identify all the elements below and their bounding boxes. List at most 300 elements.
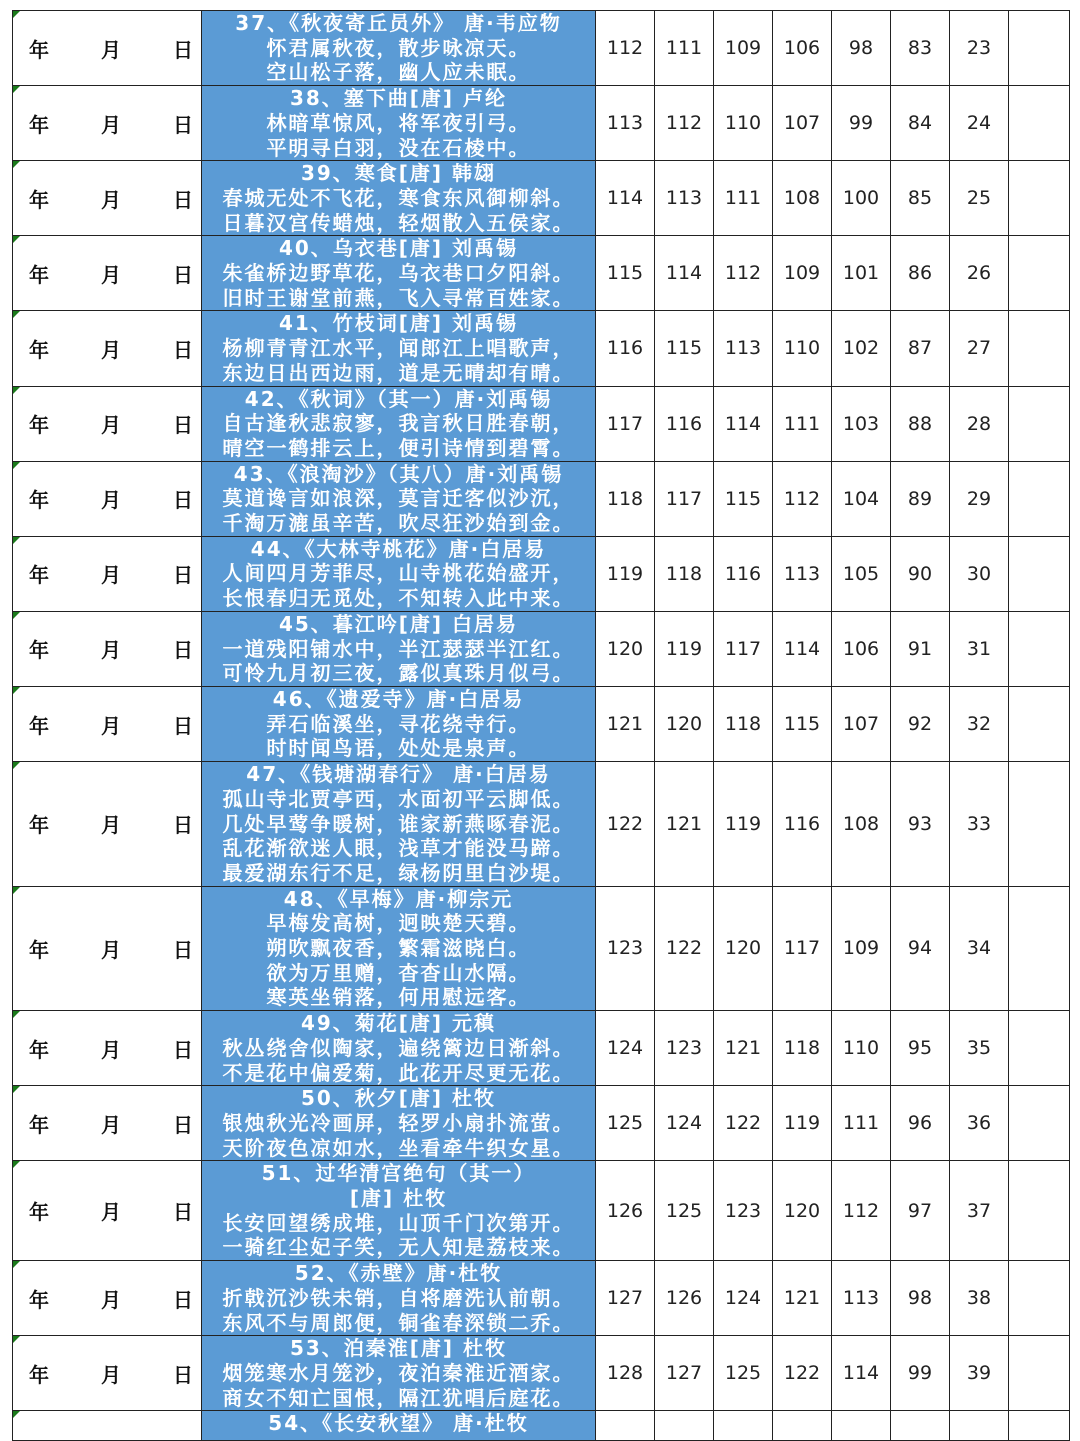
count-cell[interactable]: 120 xyxy=(714,886,773,1011)
count-cell[interactable]: 33 xyxy=(950,762,1009,887)
count-cell[interactable]: 85 xyxy=(891,161,950,236)
count-cell[interactable]: 92 xyxy=(891,686,950,761)
poem-line: 银烛秋光冷画屏，轻罗小扇扑流萤。 xyxy=(222,1110,575,1135)
count-cell[interactable]: 124 xyxy=(655,1086,714,1161)
year-label: 年 xyxy=(29,337,49,362)
count-cell[interactable]: 116 xyxy=(714,536,773,611)
poem-line: 不是花中偏爱菊，此花开尽更无花。 xyxy=(222,1060,575,1085)
poem-cell xyxy=(202,762,596,887)
count-cell[interactable]: 35 xyxy=(950,1011,1009,1086)
count-cell[interactable]: 115 xyxy=(655,311,714,386)
count-cell[interactable]: 114 xyxy=(832,1336,891,1411)
date-cell[interactable] xyxy=(13,611,202,686)
year-label: 年 xyxy=(29,262,49,287)
table-row xyxy=(13,1086,1070,1161)
poem-line: 晴空一鹤排云上，便引诗情到碧霄。 xyxy=(222,435,575,460)
poem-title: 52、《赤壁》唐·杜牧 xyxy=(294,1261,503,1286)
year-label: 年 xyxy=(29,1362,49,1387)
count-cell[interactable]: 109 xyxy=(714,11,773,86)
count-cell[interactable]: 125 xyxy=(655,1161,714,1261)
month-label: 月 xyxy=(101,488,121,513)
count-cell[interactable]: 113 xyxy=(773,536,832,611)
poem-title: 44、《大林寺桃花》唐·白居易 xyxy=(250,536,547,561)
day-label: 日 xyxy=(173,337,193,362)
count-cell[interactable]: 126 xyxy=(596,1161,655,1261)
poem-cell xyxy=(202,461,596,536)
count-cell[interactable]: 114 xyxy=(655,236,714,311)
count-cell[interactable]: 125 xyxy=(714,1336,773,1411)
day-label: 日 xyxy=(173,937,193,962)
month-label: 月 xyxy=(101,813,121,838)
day-label: 日 xyxy=(173,638,193,663)
count-cell[interactable]: 126 xyxy=(655,1261,714,1336)
day-label: 日 xyxy=(173,37,193,62)
month-label: 月 xyxy=(101,187,121,212)
count-cell[interactable]: 24 xyxy=(950,86,1009,161)
poem-cell xyxy=(202,536,596,611)
count-cell[interactable]: 116 xyxy=(773,762,832,887)
table-row xyxy=(13,536,1070,611)
year-label: 年 xyxy=(29,112,49,137)
check-cell[interactable] xyxy=(1009,311,1070,386)
poem-title: 45、暮江吟[唐] 白居易 xyxy=(278,611,519,636)
count-cell[interactable]: 112 xyxy=(773,461,832,536)
count-cell[interactable]: 112 xyxy=(714,236,773,311)
day-label: 日 xyxy=(173,413,193,438)
poem-line: 弄石临溪坐，寻花绕寺行。 xyxy=(266,711,531,736)
month-label: 月 xyxy=(101,1287,121,1312)
count-cell[interactable]: 100 xyxy=(832,161,891,236)
count-cell[interactable]: 120 xyxy=(773,1161,832,1261)
poem-line: 寒英坐销落，何用慰远客。 xyxy=(266,985,531,1010)
check-cell[interactable] xyxy=(1009,11,1070,86)
date-cell[interactable] xyxy=(13,311,202,386)
count-cell[interactable]: 113 xyxy=(714,311,773,386)
count-cell[interactable]: 122 xyxy=(655,886,714,1011)
poem-line: 长恨春归无觅处，不知转入此中来。 xyxy=(222,586,575,611)
count-cell[interactable]: 87 xyxy=(891,311,950,386)
poem-title: 39、寒食[唐] 韩翃 xyxy=(300,161,497,186)
month-label: 月 xyxy=(101,37,121,62)
count-cell[interactable]: 90 xyxy=(891,536,950,611)
poem-line: 折戟沉沙铁未销，自将磨洗认前朝。 xyxy=(222,1285,575,1310)
poem-cell xyxy=(202,1336,596,1411)
poem-cell xyxy=(202,1161,596,1261)
count-cell[interactable]: 32 xyxy=(950,686,1009,761)
count-cell[interactable]: 124 xyxy=(714,1261,773,1336)
poem-line: 商女不知亡国恨，隔江犹唱后庭花。 xyxy=(222,1385,575,1410)
table-row xyxy=(13,86,1070,161)
check-cell[interactable] xyxy=(1009,686,1070,761)
count-cell[interactable]: 115 xyxy=(596,236,655,311)
check-cell[interactable] xyxy=(1009,161,1070,236)
count-cell[interactable]: 36 xyxy=(950,1086,1009,1161)
date-labels xyxy=(13,1196,201,1225)
poem-cell xyxy=(202,86,596,161)
poem-line: 空山松子落，幽人应未眠。 xyxy=(266,60,531,85)
date-labels xyxy=(13,634,201,663)
count-cell[interactable]: 116 xyxy=(655,386,714,461)
date-labels xyxy=(13,1109,201,1138)
poem-line: 杨柳青青江水平，闻郎江上唱歌声， xyxy=(222,336,575,361)
poem-line: 几处早莺争暖树，谁家新燕啄春泥。 xyxy=(222,811,575,836)
count-cell[interactable]: 107 xyxy=(773,86,832,161)
check-cell[interactable] xyxy=(1009,86,1070,161)
day-label: 日 xyxy=(173,1037,193,1062)
poem-line: 莫道谗言如浪深，莫言迁客似沙沉， xyxy=(222,486,575,511)
count-cell[interactable]: 121 xyxy=(714,1011,773,1086)
count-cell[interactable]: 93 xyxy=(891,762,950,887)
poem-title: 46、《遗爱寺》唐·白居易 xyxy=(272,686,525,711)
poem-line: 朔吹飘夜香，繁霜滋晓白。 xyxy=(266,936,531,961)
count-cell[interactable]: 123 xyxy=(655,1011,714,1086)
poem-line: 东风不与周郎便，铜雀春深锁二乔。 xyxy=(222,1310,575,1335)
check-cell[interactable] xyxy=(1009,386,1070,461)
count-cell[interactable]: 96 xyxy=(891,1086,950,1161)
count-cell[interactable]: 39 xyxy=(950,1336,1009,1411)
date-cell[interactable] xyxy=(13,1161,202,1261)
year-label: 年 xyxy=(29,563,49,588)
month-label: 月 xyxy=(101,1200,121,1225)
check-cell[interactable] xyxy=(1009,1411,1070,1441)
count-cell[interactable]: 94 xyxy=(891,886,950,1011)
count-cell[interactable]: 31 xyxy=(950,611,1009,686)
poem-line: 人间四月芳菲尽，山寺桃花始盛开， xyxy=(222,561,575,586)
count-cell[interactable]: 109 xyxy=(773,236,832,311)
year-label: 年 xyxy=(29,713,49,738)
count-cell[interactable]: 99 xyxy=(891,1336,950,1411)
check-cell[interactable] xyxy=(1009,886,1070,1011)
count-cell[interactable]: 119 xyxy=(714,762,773,887)
count-cell[interactable]: 114 xyxy=(714,386,773,461)
check-cell[interactable] xyxy=(1009,1261,1070,1336)
month-label: 月 xyxy=(101,638,121,663)
poem-line: 自古逢秋悲寂寥，我言秋日胜春朝， xyxy=(222,411,575,436)
poem-line: 秋丛绕舍似陶家，遍绕篱边日渐斜。 xyxy=(222,1035,575,1060)
date-labels xyxy=(13,109,201,138)
month-label: 月 xyxy=(101,112,121,137)
poem-cell xyxy=(202,886,596,1011)
month-label: 月 xyxy=(101,1112,121,1137)
table-row xyxy=(13,1336,1070,1411)
poem-title: 51、过华清宫绝句（其一） xyxy=(261,1161,536,1186)
day-label: 日 xyxy=(173,1362,193,1387)
count-cell[interactable]: 30 xyxy=(950,536,1009,611)
count-cell[interactable]: 114 xyxy=(773,611,832,686)
check-cell[interactable] xyxy=(1009,236,1070,311)
poem-line: 乱花渐欲迷人眼，浅草才能没马蹄。 xyxy=(222,836,575,861)
date-cell[interactable] xyxy=(13,161,202,236)
count-cell[interactable]: 106 xyxy=(773,11,832,86)
count-cell[interactable]: 121 xyxy=(655,762,714,887)
month-label: 月 xyxy=(101,337,121,362)
count-cell[interactable]: 123 xyxy=(596,886,655,1011)
table-row xyxy=(13,236,1070,311)
count-cell[interactable]: 113 xyxy=(596,86,655,161)
day-label: 日 xyxy=(173,1200,193,1225)
count-cell[interactable]: 111 xyxy=(714,161,773,236)
day-label: 日 xyxy=(173,563,193,588)
table-row xyxy=(13,686,1070,761)
date-cell[interactable] xyxy=(13,86,202,161)
poem-title: 38、塞下曲[唐] 卢纶 xyxy=(289,86,508,111)
year-label: 年 xyxy=(29,1287,49,1312)
count-cell[interactable]: 122 xyxy=(714,1086,773,1161)
table-row xyxy=(13,611,1070,686)
count-cell[interactable]: 121 xyxy=(773,1261,832,1336)
date-cell[interactable] xyxy=(13,762,202,887)
poem-line: 林暗草惊风，将军夜引弓。 xyxy=(266,110,531,135)
count-cell[interactable]: 117 xyxy=(773,886,832,1011)
count-cell[interactable]: 110 xyxy=(714,86,773,161)
count-cell[interactable]: 34 xyxy=(950,886,1009,1011)
poem-line: 朱雀桥边野草花，乌衣巷口夕阳斜。 xyxy=(222,261,575,286)
date-labels xyxy=(13,559,201,588)
count-cell[interactable]: 102 xyxy=(832,311,891,386)
check-cell[interactable] xyxy=(1009,762,1070,887)
count-cell[interactable]: 118 xyxy=(596,461,655,536)
count-cell[interactable]: 108 xyxy=(773,161,832,236)
table-body xyxy=(13,11,1070,1441)
date-cell[interactable] xyxy=(13,886,202,1011)
date-labels xyxy=(13,184,201,213)
count-cell[interactable] xyxy=(891,1411,950,1441)
count-cell[interactable]: 89 xyxy=(891,461,950,536)
check-cell[interactable] xyxy=(1009,1336,1070,1411)
count-cell[interactable]: 120 xyxy=(596,611,655,686)
table-row xyxy=(13,386,1070,461)
count-cell[interactable]: 119 xyxy=(596,536,655,611)
count-cell[interactable]: 91 xyxy=(891,611,950,686)
count-cell[interactable]: 26 xyxy=(950,236,1009,311)
month-label: 月 xyxy=(101,937,121,962)
count-cell[interactable]: 112 xyxy=(655,86,714,161)
count-cell[interactable]: 115 xyxy=(714,461,773,536)
count-cell[interactable] xyxy=(773,1411,832,1441)
year-label: 年 xyxy=(29,937,49,962)
poem-line: 平明寻白羽，没在石棱中。 xyxy=(266,135,531,160)
date-labels xyxy=(13,934,201,963)
date-labels xyxy=(13,259,201,288)
count-cell[interactable]: 99 xyxy=(832,86,891,161)
date-cell[interactable] xyxy=(13,1261,202,1336)
count-cell[interactable]: 88 xyxy=(891,386,950,461)
count-cell[interactable]: 103 xyxy=(832,386,891,461)
check-cell[interactable] xyxy=(1009,1161,1070,1261)
year-label: 年 xyxy=(29,413,49,438)
poem-line: 东边日出西边雨，道是无晴却有晴。 xyxy=(222,360,575,385)
poem-line: 长安回望绣成堆，山顶千门次第开。 xyxy=(222,1210,575,1235)
poem-line: 早梅发高树，迥映楚天碧。 xyxy=(266,911,531,936)
count-cell[interactable] xyxy=(832,1411,891,1441)
count-cell[interactable]: 95 xyxy=(891,1011,950,1086)
count-cell[interactable]: 27 xyxy=(950,311,1009,386)
count-cell[interactable]: 115 xyxy=(773,686,832,761)
date-cell[interactable] xyxy=(13,1086,202,1161)
count-cell[interactable]: 128 xyxy=(596,1336,655,1411)
count-cell[interactable]: 118 xyxy=(714,686,773,761)
count-cell[interactable]: 97 xyxy=(891,1161,950,1261)
count-cell[interactable]: 86 xyxy=(891,236,950,311)
check-cell[interactable] xyxy=(1009,461,1070,536)
poem-line: 一骑红尘妃子笑，无人知是荔枝来。 xyxy=(222,1235,575,1260)
table-row xyxy=(13,461,1070,536)
count-cell[interactable]: 29 xyxy=(950,461,1009,536)
poem-title: 43、《浪淘沙》（其八）唐·刘禹锡 xyxy=(233,461,564,486)
count-cell[interactable]: 25 xyxy=(950,161,1009,236)
count-cell[interactable]: 114 xyxy=(596,161,655,236)
date-labels xyxy=(13,484,201,513)
count-cell[interactable]: 124 xyxy=(596,1011,655,1086)
year-label: 年 xyxy=(29,187,49,212)
count-cell[interactable]: 119 xyxy=(773,1086,832,1161)
date-labels xyxy=(13,1034,201,1063)
poem-cell xyxy=(202,611,596,686)
count-cell[interactable]: 105 xyxy=(832,536,891,611)
poem-cell xyxy=(202,236,596,311)
count-cell[interactable]: 110 xyxy=(832,1011,891,1086)
day-label: 日 xyxy=(173,187,193,212)
table-row xyxy=(13,1411,1070,1441)
date-labels xyxy=(13,1359,201,1388)
poem-cell xyxy=(202,1411,596,1441)
count-cell[interactable]: 37 xyxy=(950,1161,1009,1261)
count-cell[interactable]: 112 xyxy=(832,1161,891,1261)
count-cell[interactable]: 113 xyxy=(655,161,714,236)
poem-line: 可怜九月初三夜，露似真珠月似弓。 xyxy=(222,661,575,686)
check-cell[interactable] xyxy=(1009,611,1070,686)
poem-line: 孤山寺北贾亭西，水面初平云脚低。 xyxy=(222,786,575,811)
count-cell[interactable]: 84 xyxy=(891,86,950,161)
count-cell[interactable]: 98 xyxy=(832,11,891,86)
count-cell[interactable]: 116 xyxy=(596,311,655,386)
count-cell[interactable]: 125 xyxy=(596,1086,655,1161)
check-cell[interactable] xyxy=(1009,1011,1070,1086)
count-cell[interactable]: 118 xyxy=(655,536,714,611)
count-cell[interactable]: 107 xyxy=(832,686,891,761)
poem-cell xyxy=(202,311,596,386)
count-cell[interactable]: 127 xyxy=(655,1336,714,1411)
poem-title: 37、《秋夜寄丘员外》 唐·韦应物 xyxy=(235,11,562,35)
date-labels xyxy=(13,809,201,838)
poem-line: 旧时王谢堂前燕，飞入寻常百姓家。 xyxy=(222,285,575,310)
count-cell[interactable] xyxy=(714,1411,773,1441)
day-label: 日 xyxy=(173,488,193,513)
date-cell[interactable] xyxy=(13,461,202,536)
count-cell[interactable] xyxy=(655,1411,714,1441)
poem-cell xyxy=(202,11,596,86)
check-cell[interactable] xyxy=(1009,536,1070,611)
count-cell[interactable]: 121 xyxy=(596,686,655,761)
poem-title: 41、竹枝词[唐] 刘禹锡 xyxy=(278,311,519,336)
count-cell[interactable]: 111 xyxy=(655,11,714,86)
count-cell[interactable]: 106 xyxy=(832,611,891,686)
date-labels xyxy=(13,334,201,363)
date-cell[interactable] xyxy=(13,386,202,461)
count-cell[interactable]: 111 xyxy=(832,1086,891,1161)
date-cell[interactable] xyxy=(13,11,202,86)
count-cell[interactable]: 83 xyxy=(891,11,950,86)
date-cell[interactable] xyxy=(13,686,202,761)
poem-title: 40、乌衣巷[唐] 刘禹锡 xyxy=(278,236,519,261)
year-label: 年 xyxy=(29,1200,49,1225)
count-cell[interactable]: 101 xyxy=(832,236,891,311)
year-label: 年 xyxy=(29,1112,49,1137)
poem-cell xyxy=(202,1011,596,1086)
count-cell[interactable]: 117 xyxy=(714,611,773,686)
count-cell[interactable]: 98 xyxy=(891,1261,950,1336)
count-cell[interactable]: 122 xyxy=(773,1336,832,1411)
poem-line: 欲为万里赠，杳杳山水隔。 xyxy=(266,960,531,985)
count-cell[interactable]: 127 xyxy=(596,1261,655,1336)
count-cell[interactable]: 110 xyxy=(773,311,832,386)
count-cell[interactable]: 23 xyxy=(950,11,1009,86)
count-cell[interactable]: 122 xyxy=(596,762,655,887)
count-cell[interactable] xyxy=(950,1411,1009,1441)
month-label: 月 xyxy=(101,563,121,588)
day-label: 日 xyxy=(173,1112,193,1137)
count-cell[interactable]: 123 xyxy=(714,1161,773,1261)
date-cell[interactable] xyxy=(13,536,202,611)
date-labels xyxy=(13,1284,201,1313)
count-cell[interactable]: 108 xyxy=(832,762,891,887)
count-cell[interactable]: 119 xyxy=(655,611,714,686)
poem-cell xyxy=(202,686,596,761)
poem-title: 54、《长安秋望》 唐·杜牧 xyxy=(268,1411,529,1436)
poem-line: 最爱湖东行不足，绿杨阴里白沙堤。 xyxy=(222,860,575,885)
day-label: 日 xyxy=(173,713,193,738)
poem-title: 48、《早梅》唐·柳宗元 xyxy=(283,886,514,911)
count-cell[interactable]: 111 xyxy=(773,386,832,461)
count-cell[interactable]: 118 xyxy=(773,1011,832,1086)
poem-cell xyxy=(202,161,596,236)
date-cell[interactable] xyxy=(13,1336,202,1411)
date-cell[interactable] xyxy=(13,1411,202,1441)
count-cell[interactable]: 28 xyxy=(950,386,1009,461)
poem-line: 千淘万漉虽辛苦，吹尽狂沙始到金。 xyxy=(222,511,575,536)
count-cell[interactable]: 112 xyxy=(596,11,655,86)
count-cell[interactable]: 109 xyxy=(832,886,891,1011)
count-cell[interactable] xyxy=(596,1411,655,1441)
table-row xyxy=(13,11,1070,86)
date-cell[interactable] xyxy=(13,236,202,311)
count-cell[interactable]: 113 xyxy=(832,1261,891,1336)
check-cell[interactable] xyxy=(1009,1086,1070,1161)
count-cell[interactable]: 104 xyxy=(832,461,891,536)
poem-cell xyxy=(202,1261,596,1336)
year-label: 年 xyxy=(29,813,49,838)
table-row xyxy=(13,161,1070,236)
date-cell[interactable] xyxy=(13,1011,202,1086)
poem-cell xyxy=(202,386,596,461)
count-cell[interactable]: 38 xyxy=(950,1261,1009,1336)
count-cell[interactable]: 117 xyxy=(655,461,714,536)
date-labels xyxy=(13,710,201,739)
poem-schedule-table xyxy=(12,10,1070,1441)
month-label: 月 xyxy=(101,1037,121,1062)
table-row xyxy=(13,1261,1070,1336)
poem-line: 烟笼寒水月笼沙，夜泊秦淮近酒家。 xyxy=(222,1360,575,1385)
day-label: 日 xyxy=(173,813,193,838)
month-label: 月 xyxy=(101,413,121,438)
count-cell[interactable]: 120 xyxy=(655,686,714,761)
date-labels xyxy=(13,409,201,438)
year-label: 年 xyxy=(29,1037,49,1062)
poem-cell xyxy=(202,1086,596,1161)
count-cell[interactable]: 117 xyxy=(596,386,655,461)
poem-title: 49、菊花[唐] 元稹 xyxy=(300,1011,497,1036)
day-label: 日 xyxy=(173,112,193,137)
